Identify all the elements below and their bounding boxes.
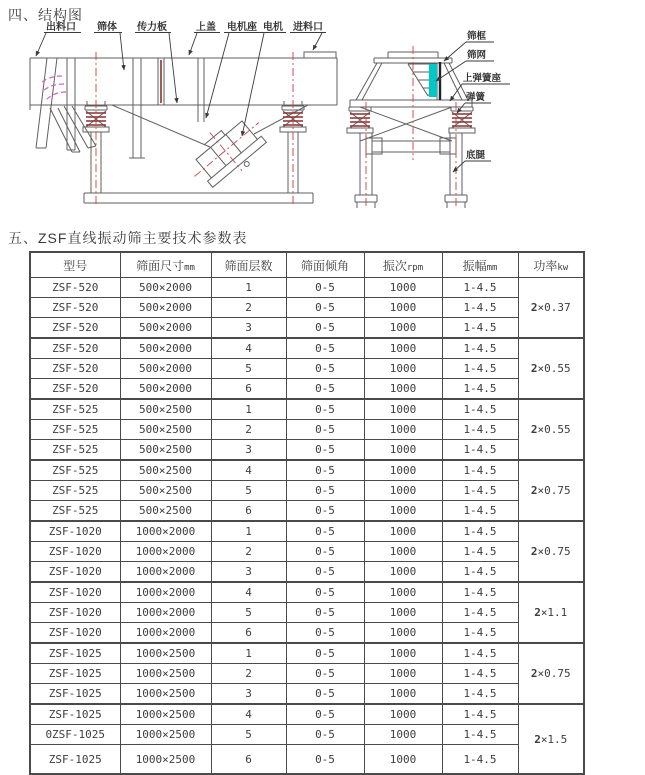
cell-layers: 1: [211, 399, 286, 420]
label-screen-mesh: 筛网: [467, 50, 487, 61]
cell-amplitude: 1-4.5: [442, 501, 518, 522]
end-view-spring-coils: [350, 114, 472, 126]
cell-rpm: 1000: [364, 399, 442, 420]
table-row: [30, 684, 584, 705]
table-header: [30, 252, 584, 278]
cell-model: ZSF-1025: [30, 704, 120, 725]
cell-incline: 0-5: [286, 298, 364, 318]
cell-amplitude: 1-4.5: [442, 359, 518, 379]
motor-assembly: [179, 104, 276, 197]
structure-diagram-svg: [0, 0, 645, 226]
cell-rpm: 1000: [364, 664, 442, 684]
cell-size: 1000×2500: [120, 684, 211, 705]
table-row: [30, 440, 584, 461]
cell-layers: 2: [211, 542, 286, 562]
cell-amplitude: 1-4.5: [442, 338, 518, 359]
table-row: [30, 643, 584, 664]
cell-rpm: 1000: [364, 359, 442, 379]
cell-layers: 5: [211, 359, 286, 379]
table-row: [30, 399, 584, 420]
cell-layers: 2: [211, 420, 286, 440]
cell-model: 0ZSF-1025: [30, 725, 120, 745]
table-row: [30, 379, 584, 400]
cell-rpm: 1000: [364, 278, 442, 298]
cell-amplitude: 1-4.5: [442, 318, 518, 339]
feed-inlet-cap: [304, 52, 336, 58]
cell-size: 1000×2000: [120, 582, 211, 603]
cell-model: ZSF-520: [30, 379, 120, 400]
cell-incline: 0-5: [286, 643, 364, 664]
cell-rpm: 1000: [364, 379, 442, 400]
cell-size: 1000×2500: [120, 704, 211, 725]
cell-model: ZSF-1020: [30, 562, 120, 583]
table-row: [30, 521, 584, 542]
cell-incline: 0-5: [286, 725, 364, 745]
cell-model: ZSF-1025: [30, 684, 120, 705]
cell-amplitude: 1-4.5: [442, 379, 518, 400]
cell-incline: 0-5: [286, 521, 364, 542]
side-view-callouts: [36, 33, 326, 137]
cell-incline: 0-5: [286, 318, 364, 339]
cell-incline: 0-5: [286, 501, 364, 522]
cell-layers: 1: [211, 521, 286, 542]
structure-section-title: 四、结构图: [8, 7, 83, 23]
cell-incline: 0-5: [286, 684, 364, 705]
cell-model: ZSF-1020: [30, 623, 120, 644]
side-view-drawing: [30, 52, 337, 203]
table-row: [30, 460, 584, 481]
column-header-0: 型号: [30, 252, 120, 278]
cell-rpm: 1000: [364, 643, 442, 664]
cell-amplitude: 1-4.5: [442, 603, 518, 623]
column-header-1: 筛面尺寸mm: [120, 252, 211, 278]
label-motor: 电机: [263, 22, 283, 33]
cell-layers: 2: [211, 664, 286, 684]
table-row: [30, 725, 584, 745]
cell-layers: 3: [211, 684, 286, 705]
cell-incline: 0-5: [286, 278, 364, 298]
cell-model: ZSF-520: [30, 338, 120, 359]
cell-incline: 0-5: [286, 379, 364, 400]
cell-incline: 0-5: [286, 399, 364, 420]
cell-rpm: 1000: [364, 603, 442, 623]
table-row: [30, 562, 584, 583]
cell-layers: 3: [211, 318, 286, 339]
cell-layers: 6: [211, 623, 286, 644]
label-feed-port: 进料口: [293, 22, 323, 33]
cell-rpm: 1000: [364, 440, 442, 461]
cell-incline: 0-5: [286, 460, 364, 481]
cell-amplitude: 1-4.5: [442, 582, 518, 603]
cell-layers: 2: [211, 298, 286, 318]
cell-incline: 0-5: [286, 359, 364, 379]
cell-size: 1000×2000: [120, 562, 211, 583]
parameters-table: [29, 251, 585, 775]
cell-rpm: 1000: [364, 704, 442, 725]
cell-layers: 5: [211, 725, 286, 745]
cell-layers: 5: [211, 481, 286, 501]
cell-size: 500×2000: [120, 379, 211, 400]
cell-model: ZSF-1020: [30, 521, 120, 542]
cell-amplitude: 1-4.5: [442, 643, 518, 664]
cell-layers: 4: [211, 338, 286, 359]
cell-rpm: 1000: [364, 460, 442, 481]
column-header-3: 筛面倾角: [286, 252, 364, 278]
cell-amplitude: 1-4.5: [442, 684, 518, 705]
cell-incline: 0-5: [286, 338, 364, 359]
cell-power: 2×0.75: [518, 460, 584, 521]
cell-incline: 0-5: [286, 582, 364, 603]
cell-incline: 0-5: [286, 664, 364, 684]
cell-rpm: 1000: [364, 684, 442, 705]
cell-size: 500×2500: [120, 501, 211, 522]
cell-model: ZSF-525: [30, 399, 120, 420]
cell-power: 2×0.75: [518, 643, 584, 704]
cell-incline: 0-5: [286, 481, 364, 501]
cell-size: 500×2500: [120, 399, 211, 420]
label-screen-body: 筛体: [97, 22, 117, 33]
label-discharge-port: 出料口: [46, 22, 76, 33]
base-bar: [84, 193, 313, 203]
cell-size: 1000×2500: [120, 745, 211, 775]
column-header-2: 筛面层数: [211, 252, 286, 278]
table-row: [30, 338, 584, 359]
cell-rpm: 1000: [364, 521, 442, 542]
cell-rpm: 1000: [364, 745, 442, 775]
cell-size: 1000×2500: [120, 643, 211, 664]
cell-size: 1000×2000: [120, 603, 211, 623]
label-top-cover: 上盖: [196, 22, 216, 33]
table-row: [30, 501, 584, 522]
cell-amplitude: 1-4.5: [442, 481, 518, 501]
cell-amplitude: 1-4.5: [442, 440, 518, 461]
cell-size: 500×2000: [120, 298, 211, 318]
cell-layers: 6: [211, 501, 286, 522]
cell-amplitude: 1-4.5: [442, 725, 518, 745]
cell-power: 2×0.55: [518, 399, 584, 460]
centerlines-left: [96, 52, 293, 207]
cell-layers: 3: [211, 440, 286, 461]
cell-incline: 0-5: [286, 603, 364, 623]
cell-power: 2×1.1: [518, 582, 584, 643]
label-bottom-leg: 底腿: [466, 150, 486, 161]
table-row: [30, 359, 584, 379]
cell-model: ZSF-525: [30, 481, 120, 501]
cell-rpm: 1000: [364, 542, 442, 562]
cell-size: 500×2000: [120, 338, 211, 359]
label-upper-spring-seat: 上弹簧座: [463, 73, 502, 84]
cell-amplitude: 1-4.5: [442, 521, 518, 542]
cell-layers: 4: [211, 582, 286, 603]
cell-model: ZSF-1025: [30, 664, 120, 684]
cell-size: 1000×2500: [120, 725, 211, 745]
cell-model: ZSF-1025: [30, 745, 120, 775]
cell-amplitude: 1-4.5: [442, 562, 518, 583]
cell-rpm: 1000: [364, 582, 442, 603]
cell-model: ZSF-1020: [30, 542, 120, 562]
cell-rpm: 1000: [364, 420, 442, 440]
cell-size: 500×2000: [120, 278, 211, 298]
cell-power: 2×0.75: [518, 521, 584, 582]
cell-amplitude: 1-4.5: [442, 745, 518, 775]
cell-layers: 6: [211, 745, 286, 775]
cell-model: ZSF-525: [30, 420, 120, 440]
cell-incline: 0-5: [286, 440, 364, 461]
cell-rpm: 1000: [364, 725, 442, 745]
table-row: [30, 603, 584, 623]
cell-model: ZSF-525: [30, 460, 120, 481]
bottom-legs: [355, 133, 467, 208]
cell-size: 500×2500: [120, 460, 211, 481]
cell-amplitude: 1-4.5: [442, 298, 518, 318]
table-row: [30, 278, 584, 298]
table-row: [30, 704, 584, 725]
parameters-section-title: 五、ZSF直线振动筛主要技术参数表: [8, 230, 248, 246]
cell-layers: 4: [211, 704, 286, 725]
cell-amplitude: 1-4.5: [442, 542, 518, 562]
cell-amplitude: 1-4.5: [442, 399, 518, 420]
cell-incline: 0-5: [286, 420, 364, 440]
table-row: [30, 582, 584, 603]
cell-model: ZSF-1025: [30, 643, 120, 664]
cell-amplitude: 1-4.5: [442, 420, 518, 440]
cell-power: 2×0.55: [518, 338, 584, 399]
cell-rpm: 1000: [364, 298, 442, 318]
cell-size: 1000×2500: [120, 664, 211, 684]
cell-amplitude: 1-4.5: [442, 278, 518, 298]
table-row: [30, 542, 584, 562]
cell-size: 500×2000: [120, 359, 211, 379]
cell-size: 500×2500: [120, 420, 211, 440]
spring-coils: [86, 60, 303, 125]
table-row: [30, 623, 584, 644]
cell-incline: 0-5: [286, 704, 364, 725]
cell-size: 500×2000: [120, 318, 211, 339]
cell-amplitude: 1-4.5: [442, 623, 518, 644]
cell-layers: 5: [211, 603, 286, 623]
cell-power: 2×1.5: [518, 704, 584, 774]
cell-model: ZSF-520: [30, 318, 120, 339]
cell-rpm: 1000: [364, 481, 442, 501]
cell-layers: 1: [211, 278, 286, 298]
cell-rpm: 1000: [364, 338, 442, 359]
cell-rpm: 1000: [364, 318, 442, 339]
cell-size: 500×2500: [120, 440, 211, 461]
cell-amplitude: 1-4.5: [442, 664, 518, 684]
cell-layers: 3: [211, 562, 286, 583]
screen-mesh-strip: [429, 64, 437, 97]
cell-size: 1000×2000: [120, 521, 211, 542]
table-row: [30, 664, 584, 684]
cell-model: ZSF-520: [30, 298, 120, 318]
cell-incline: 0-5: [286, 623, 364, 644]
cell-size: 1000×2000: [120, 623, 211, 644]
cell-rpm: 1000: [364, 623, 442, 644]
cell-amplitude: 1-4.5: [442, 460, 518, 481]
table-row: [30, 745, 584, 775]
cell-size: 500×2500: [120, 481, 211, 501]
right-spring-leg: [280, 101, 306, 193]
cell-layers: 1: [211, 643, 286, 664]
cell-model: ZSF-525: [30, 501, 120, 522]
label-motor-seat: 电机座: [227, 22, 257, 33]
table-row: [30, 420, 584, 440]
cell-model: ZSF-520: [30, 359, 120, 379]
cell-rpm: 1000: [364, 501, 442, 522]
cell-amplitude: 1-4.5: [442, 704, 518, 725]
cell-incline: 0-5: [286, 562, 364, 583]
label-screen-frame: 筛框: [467, 31, 487, 42]
cell-rpm: 1000: [364, 562, 442, 583]
cell-size: 1000×2000: [120, 542, 211, 562]
cell-model: ZSF-525: [30, 440, 120, 461]
column-header-4: 振次rpm: [364, 252, 442, 278]
table-row: [30, 318, 584, 339]
column-header-6: 功率kw: [518, 252, 584, 278]
label-force-plate: 传力板: [137, 22, 167, 33]
table-row: [30, 481, 584, 501]
cell-model: ZSF-1020: [30, 582, 120, 603]
cell-layers: 6: [211, 379, 286, 400]
cell-incline: 0-5: [286, 542, 364, 562]
label-spring: 弹簧: [466, 92, 486, 103]
cell-incline: 0-5: [286, 745, 364, 775]
cell-layers: 4: [211, 460, 286, 481]
cell-power: 2×0.37: [518, 278, 584, 339]
column-header-5: 振幅mm: [442, 252, 518, 278]
cell-model: ZSF-1020: [30, 603, 120, 623]
cell-model: ZSF-520: [30, 278, 120, 298]
table-row: [30, 298, 584, 318]
